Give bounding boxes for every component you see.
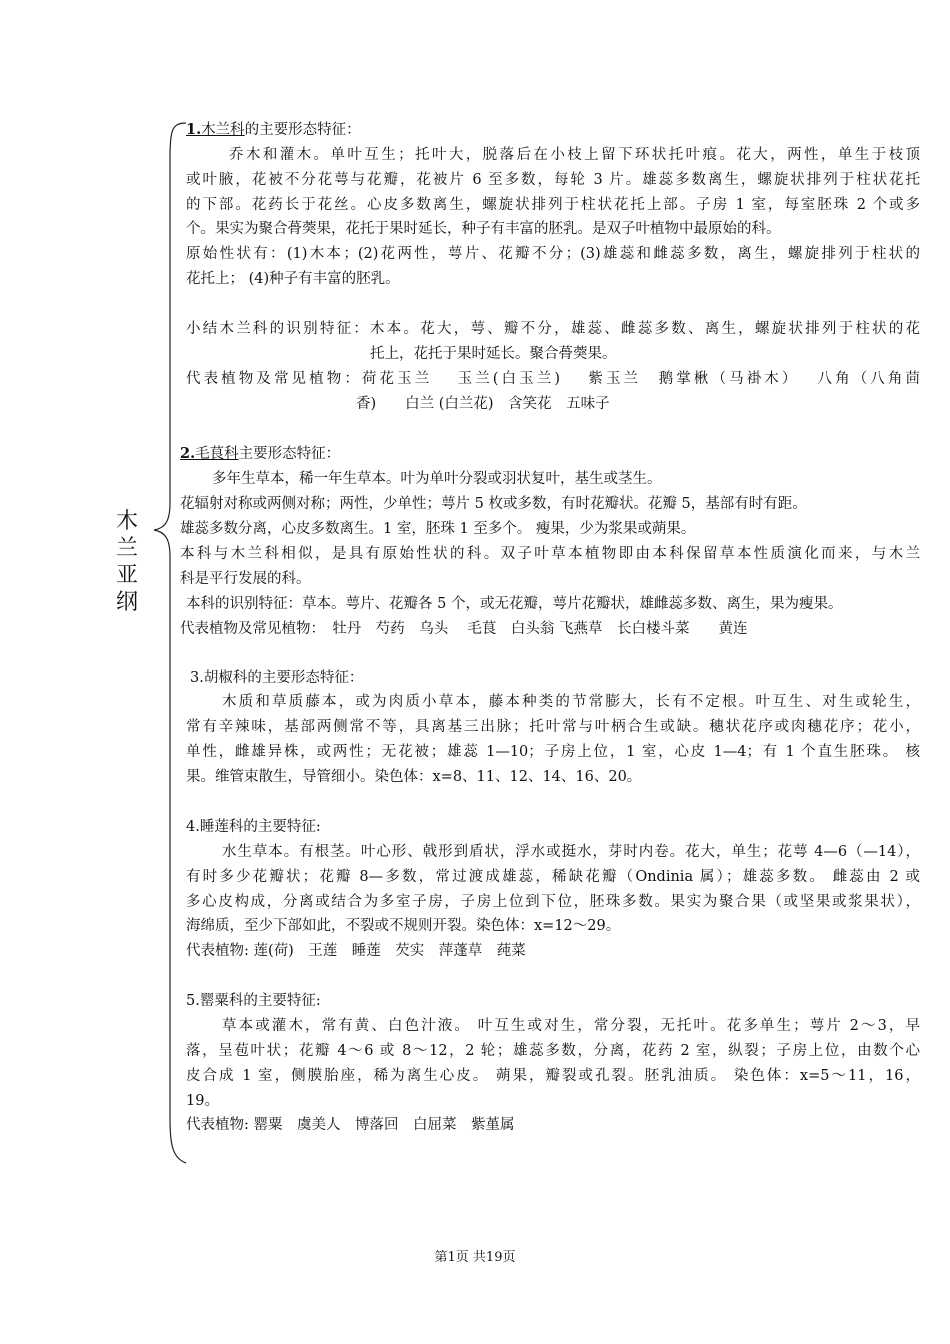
- section-2-line: 多年生草本，稀一年生草本。叶为单叶分裂或羽状复叶，基生或茎生。: [212, 471, 662, 487]
- page-footer: 第1页 共19页: [434, 1250, 516, 1265]
- section-4-line: 水生草本。有根茎。叶心形、戟形到盾状，浮水或挺水，芽时内卷。花大，单生；花萼 4—6（—14），: [222, 844, 920, 860]
- section-2-family: 毛茛科: [195, 446, 239, 462]
- section-4-line: 有时多少花瓣状；花瓣 8—多数，常过渡成雄蕊，稀缺花瓣（Ondinia 属）；雄蕊多数。 雌蕊由 2 或: [186, 869, 920, 885]
- section-1-summary: 小结木兰科的识别特征：木本。花大，萼、瓣不分，雄蕊、雌蕊多数、离生，螺旋状排列于柱状的花: [186, 321, 920, 337]
- section-1-line: 个。果实为聚合蓇葖果，花托于果时延长，种子有丰富的胚乳。是双子叶植物中最原始的科。: [186, 221, 781, 237]
- section-5-line: 19。: [186, 1093, 219, 1109]
- section-4-heading: 4.睡莲科的主要特征:: [186, 819, 321, 835]
- section-1-line: 的下部。花药长于花丝。心皮多数离生，螺旋状排列于柱状花托上部。子房 1 室，每室胚珠 2 个或多: [186, 197, 920, 213]
- section-1-heading: 1.木兰科的主要形态特征：: [186, 121, 361, 138]
- section-5-line: 落，呈苞叶状；花瓣 4～6 或 8～12，2 轮；雄蕊多数，分离，花药 2 室，纵裂；子房上位，由数个心: [186, 1043, 920, 1059]
- section-5-plants: 代表植物: 罂粟 虞美人 博落回 白屈菜 紫堇属: [186, 1117, 515, 1133]
- section-2-line: 科是平行发展的科。: [180, 571, 311, 587]
- section-5-line: 皮合成 1 室，侧膜胎座，稀为离生心皮。 蒴果，瓣裂或孔裂。胚乳油质。 染色体：x=5～11，16，: [186, 1068, 920, 1084]
- section-5-heading: 5.罂粟科的主要特征:: [186, 993, 321, 1009]
- section-1-summary: 托上，花托于果时延长。聚合蓇葖果。: [370, 346, 617, 362]
- section-3-line: 果。维管束散生，导管细小。染色体：x=8、11、12、14、16、20。: [186, 769, 642, 785]
- section-1-family: 木兰科: [201, 122, 245, 138]
- section-3-line: 木质和草质藤本，或为肉质小草本，藤本种类的节常膨大，长有不定根。叶互生、对生或轮生，: [222, 694, 920, 710]
- section-4-line: 多心皮构成，分离或结合为多室子房，子房上位到下位，胚珠多数。果实为聚合果（或坚果或浆果状），: [186, 894, 920, 910]
- section-1-plants: 代表植物及常见植物：荷花玉兰 玉兰(白玉兰) 紫玉兰 鹅掌楸（马褂木） 八角（八角茴: [186, 371, 920, 387]
- section-4-line: 海绵质，至少下部如此，不裂或不规则开裂。染色体：x=12～29。: [186, 918, 621, 934]
- section-1-line: 乔木和灌木。单叶互生；托叶大，脱落后在小枝上留下环状托叶痕。花大，两性，单生于枝顶: [229, 147, 920, 163]
- section-2-line: 本科的识别特征：草本。萼片、花瓣各 5 个，或无花瓣，萼片花瓣状，雄雌蕊多数、离生，果为瘦果。: [186, 596, 843, 612]
- side-label: 木兰亚纲: [115, 509, 138, 615]
- section-2-line: 花辐射对称或两侧对称；两性，少单性；萼片 5 枚或多数，有时花瓣状。花瓣 5，基部有时有距。: [180, 496, 807, 512]
- section-1-line: 花托上； (4)种子有丰富的胚乳。: [186, 271, 400, 287]
- section-2-heading: 2.毛茛科主要形态特征：: [180, 445, 341, 462]
- section-1-line: 原始性状有：(1)木本；(2)花两性，萼片、花瓣不分；(3)雄蕊和雌蕊多数，离生，螺旋排列于柱状的: [186, 246, 920, 262]
- section-3-line: 单性，雌雄异株，或两性；无花被；雄蕊 1—10；子房上位，1 室，心皮 1—4；有 1 个直生胚珠。 核: [186, 744, 920, 760]
- section-1-plants: 香) 白兰 (白兰花) 含笑花 五味子: [356, 396, 610, 412]
- curly-brace-icon: [150, 118, 190, 1168]
- section-5-line: 草本或灌木，常有黄、白色汁液。 叶互生或对生，常分裂，无托叶。花多单生；萼片 2～3，早: [222, 1018, 920, 1034]
- section-3-heading: 3.胡椒科的主要形态特征：: [190, 670, 364, 686]
- section-3-line: 常有辛辣味，基部两侧常不等，具离基三出脉；托叶常与叶柄合生或缺。穗状花序或肉穗花序；花小，: [186, 719, 920, 735]
- section-2-line: 本科与木兰科相似，是具有原始性状的科。双子叶草本植物即由本科保留草本性质演化而来，与木兰: [180, 546, 920, 562]
- section-1-line: 或叶腋，花被不分花萼与花瓣，花被片 6 至多数，每轮 3 片。雄蕊多数离生，螺旋状排列于柱状花托: [186, 172, 920, 188]
- section-4-plants: 代表植物: 莲(荷) 王莲 睡莲 芡实 萍蓬草 莼菜: [186, 943, 526, 959]
- section-2-line: 雄蕊多数分离，心皮多数离生。1 室，胚珠 1 至多个。 瘦果，少为浆果或蒴果。: [180, 521, 696, 537]
- section-2-plants: 代表植物及常见植物： 牡丹 芍药 乌头 毛茛 白头翁 飞燕草 长白楼斗菜 黄连: [180, 621, 748, 637]
